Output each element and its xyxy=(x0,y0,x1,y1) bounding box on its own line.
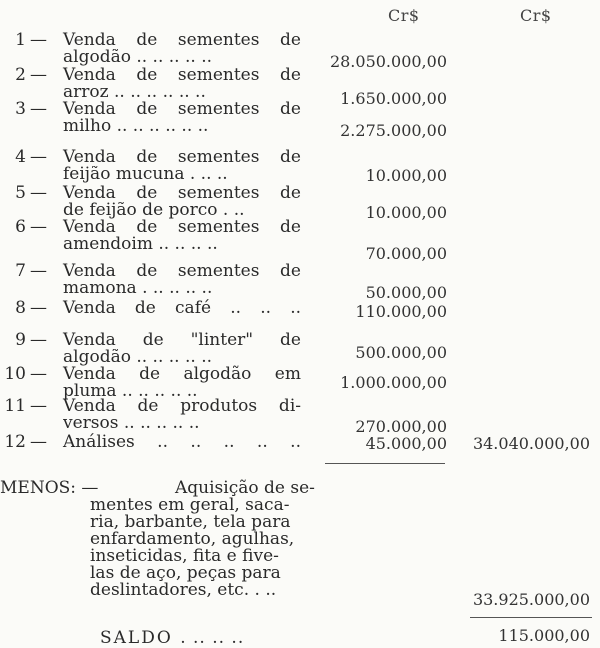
item-dash: — xyxy=(30,147,47,167)
item-value: 70.000,00 xyxy=(365,244,447,263)
item-description-line1: Venda de sementes de xyxy=(63,261,301,281)
item-value: 10.000,00 xyxy=(365,203,447,222)
item-number: 3 xyxy=(15,99,26,119)
item-description-line2: versos .. .. .. .. .. xyxy=(63,415,200,432)
saldo-dots: . .. .. .. xyxy=(180,628,245,648)
item-number: 10 xyxy=(4,364,26,384)
item-value: 270.000,00 xyxy=(355,417,447,436)
item-description-line2: milho .. .. .. .. .. .. xyxy=(63,118,209,135)
item-number: 2 xyxy=(15,65,26,85)
item-description-line1: Venda de sementes de xyxy=(63,147,301,167)
item-number: 5 xyxy=(15,183,26,203)
item-description-line1: Venda de sementes de xyxy=(63,65,301,85)
item-description-line1: Venda de sementes de xyxy=(63,30,301,50)
item-description-line2: arroz .. .. .. .. .. .. xyxy=(63,84,206,101)
item-number: 11 xyxy=(4,396,26,416)
item-dash: — xyxy=(30,298,47,318)
item-number: 9 xyxy=(15,330,26,350)
item-value: 10.000,00 xyxy=(365,166,447,185)
item-dash: — xyxy=(30,396,47,416)
item-description-line2: algodão .. .. .. .. .. xyxy=(63,49,212,66)
item-number: 8 xyxy=(15,298,26,318)
item-description-line2: pluma .. .. .. .. .. xyxy=(63,383,198,400)
item-description-line1: Venda de café .. .. .. xyxy=(63,298,301,318)
menos-first-line: Aquisição de se- xyxy=(175,478,315,498)
item-dash: — xyxy=(30,99,47,119)
item-dash: — xyxy=(30,330,47,350)
currency-header-col1: Cr$ xyxy=(388,6,420,25)
item-description-line1: Venda de sementes de xyxy=(63,99,301,119)
item-dash: — xyxy=(30,65,47,85)
item-value: 500.000,00 xyxy=(355,343,447,362)
item-number: 6 xyxy=(15,217,26,237)
item-description-line1: Análises .. .. .. .. .. xyxy=(63,432,301,452)
item-dash: — xyxy=(30,364,47,384)
saldo-line xyxy=(100,628,244,648)
item-number: 12 xyxy=(4,432,26,452)
item-dash: — xyxy=(30,261,47,281)
menos-label: MENOS: — xyxy=(0,478,99,498)
item-dash: — xyxy=(30,217,47,237)
item-description-line1: Venda de algodão em xyxy=(63,364,301,384)
item-dash: — xyxy=(30,183,47,203)
item-dash: — xyxy=(30,30,47,50)
item-number: 1 xyxy=(15,30,26,50)
menos-value: 33.925.000,00 xyxy=(472,590,590,609)
currency-header-col2: Cr$ xyxy=(520,6,552,25)
item-description-line2: algodão .. .. .. .. .. xyxy=(63,349,212,366)
item-value: 28.050.000,00 xyxy=(329,52,447,71)
item-value: 45.000,00 xyxy=(365,434,447,453)
item-number: 4 xyxy=(15,147,26,167)
total-receita-value: 34.040.000,00 xyxy=(472,434,590,453)
menos-description: mentes em geral, saca- ria, barbante, tela para enfardamento, agulhas, inseticidas, fita e five- las de aço, peças para deslintadores, etc. . .. xyxy=(90,495,295,600)
item-value: 110.000,00 xyxy=(355,302,447,321)
item-value: 1.650.000,00 xyxy=(340,89,447,108)
item-number: 7 xyxy=(15,261,26,281)
item-description-line2: mamona . .. .. .. .. xyxy=(63,280,213,297)
item-description-line1: Venda de "linter" de xyxy=(63,330,301,350)
saldo-label: SALDO xyxy=(100,628,173,648)
saldo-value: 115.000,00 xyxy=(498,626,590,645)
item-description-line1: Venda de sementes de xyxy=(63,217,301,237)
item-value: 1.000.000,00 xyxy=(340,373,447,392)
saldo-rule xyxy=(470,617,592,618)
item-description-line1: Venda de sementes de xyxy=(63,183,301,203)
subtotal-rule xyxy=(325,463,445,464)
item-description-line1: Venda de produtos di- xyxy=(63,396,301,416)
item-dash: — xyxy=(30,432,47,452)
item-description-line2: feijão mucuna . .. .. xyxy=(63,166,228,183)
item-value: 50.000,00 xyxy=(365,283,447,302)
item-description-line2: de feijão de porco . .. xyxy=(63,202,245,219)
item-description-line2: amendoim .. .. .. .. xyxy=(63,236,218,253)
item-value: 2.275.000,00 xyxy=(340,121,447,140)
